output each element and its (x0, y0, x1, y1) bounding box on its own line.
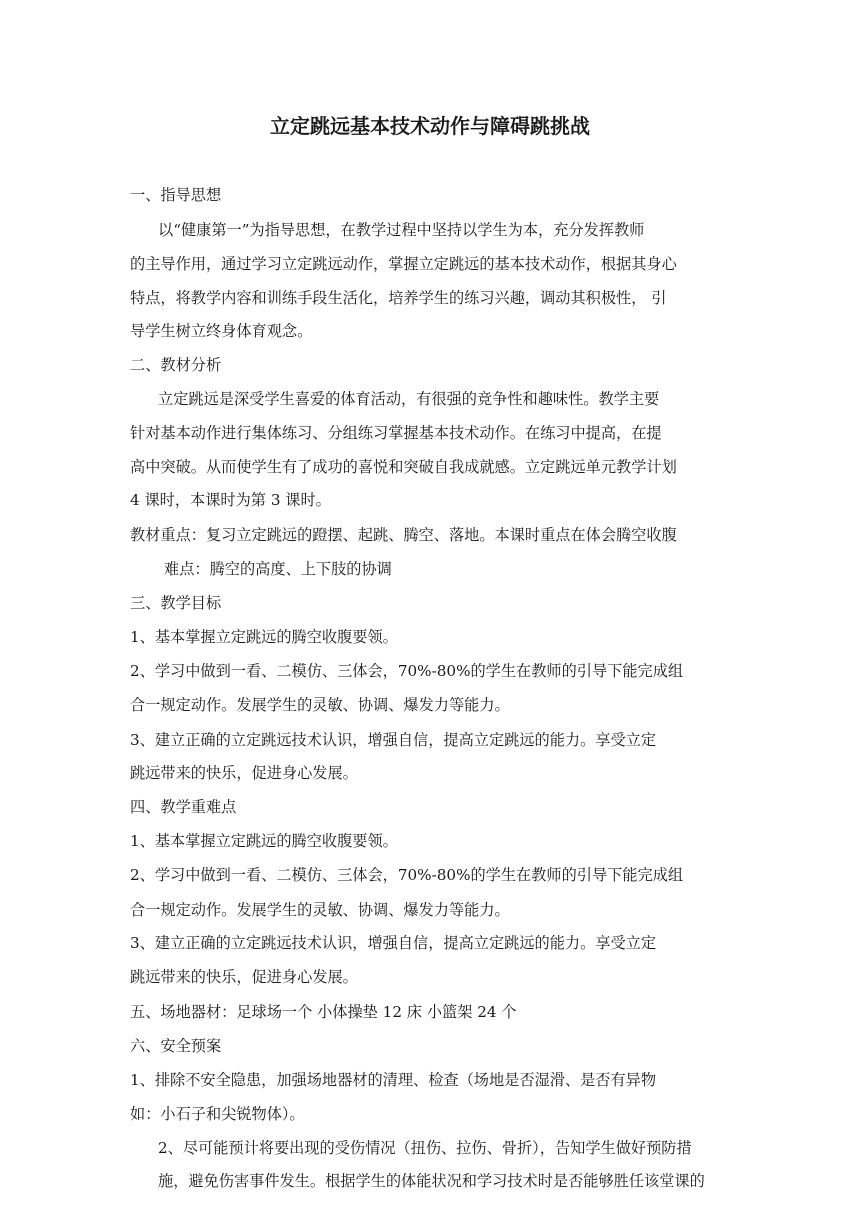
list-item-continued: 合一规定动作。发展学生的灵敏、协调、爆发力等能力。 (130, 901, 510, 919)
list-item: 1、排除不安全隐患，加强场地器材的清理、检查（场地是否湿滑、是否有异物 (130, 1071, 657, 1089)
section-heading-key-difficulties: 四、教学重难点 (130, 798, 237, 816)
section-heading-guiding-ideology: 一、指导思想 (130, 186, 222, 204)
section-heading-material-analysis: 二、教材分析 (130, 356, 222, 374)
paragraph-line: 特点，将教学内容和训练手段生活化，培养学生的练习兴趣，调动其积极性， 引 (130, 289, 667, 307)
list-item-continued: 施，避免伤害事件发生。根据学生的体能状况和学习技术时是否能够胜任该堂课的 (158, 1172, 705, 1190)
section-heading-teaching-goals: 三、教学目标 (130, 594, 222, 612)
list-item: 3、建立正确的立定跳远技术认识，增强自信，提高立定跳远的能力。享受立定 (130, 731, 657, 749)
list-item-continued: 如：小石子和尖锐物体）。 (130, 1105, 305, 1123)
paragraph-line: 的主导作用，通过学习立定跳远动作，掌握立定跳远的基本技术动作，根据其身心 (130, 255, 677, 273)
key-points-line: 教材重点：复习立定跳远的蹬摆、起跳、腾空、落地。本课时重点在体会腾空收腹 (130, 526, 677, 544)
paragraph-line: 4 课时，本课时为第 3 课时。 (130, 491, 331, 509)
section-heading-safety-plan: 六、安全预案 (130, 1037, 222, 1055)
paragraph-line: 导学生树立终身体育观念。 (130, 322, 313, 340)
list-item: 2、学习中做到一看、二模仿、三体会，70%-80%的学生在教师的引导下能完成组 (130, 866, 684, 884)
list-item: 1、基本掌握立定跳远的腾空收腹要领。 (130, 628, 398, 646)
list-item-continued: 跳远带来的快乐，促进身心发展。 (130, 764, 358, 782)
list-item-continued: 合一规定动作。发展学生的灵敏、协调、爆发力等能力。 (130, 696, 510, 714)
section-heading-equipment: 五、场地器材：足球场一个 小体操垫 12 床 小篮架 24 个 (130, 1003, 517, 1021)
paragraph-line: 立定跳远是深受学生喜爱的体育活动，有很强的竞争性和趣味性。教学主要 (158, 390, 660, 408)
list-item-continued: 跳远带来的快乐，促进身心发展。 (130, 968, 358, 986)
list-item: 2、尽可能预计将要出现的受伤情况（扭伤、拉伤、骨折），告知学生做好预防措 (158, 1139, 692, 1157)
paragraph-line: 以“健康第一”为指导思想，在教学过程中坚持以学生为本，充分发挥教师 (158, 221, 645, 239)
difficulty-line: 难点：腾空的高度、上下肢的协调 (164, 560, 392, 578)
document-title: 立定跳远基本技术动作与障碍跳挑战 (270, 114, 590, 138)
list-item: 3、建立正确的立定跳远技术认识，增强自信，提高立定跳远的能力。享受立定 (130, 934, 657, 952)
list-item: 2、学习中做到一看、二模仿、三体会，70%-80%的学生在教师的引导下能完成组 (130, 662, 684, 680)
list-item: 1、基本掌握立定跳远的腾空收腹要领。 (130, 832, 398, 850)
paragraph-line: 针对基本动作进行集体练习、分组练习掌握基本技术动作。在练习中提高，在提 (130, 424, 662, 442)
paragraph-line: 高中突破。从而使学生有了成功的喜悦和突破自我成就感。立定跳远单元教学计划 (130, 458, 677, 476)
